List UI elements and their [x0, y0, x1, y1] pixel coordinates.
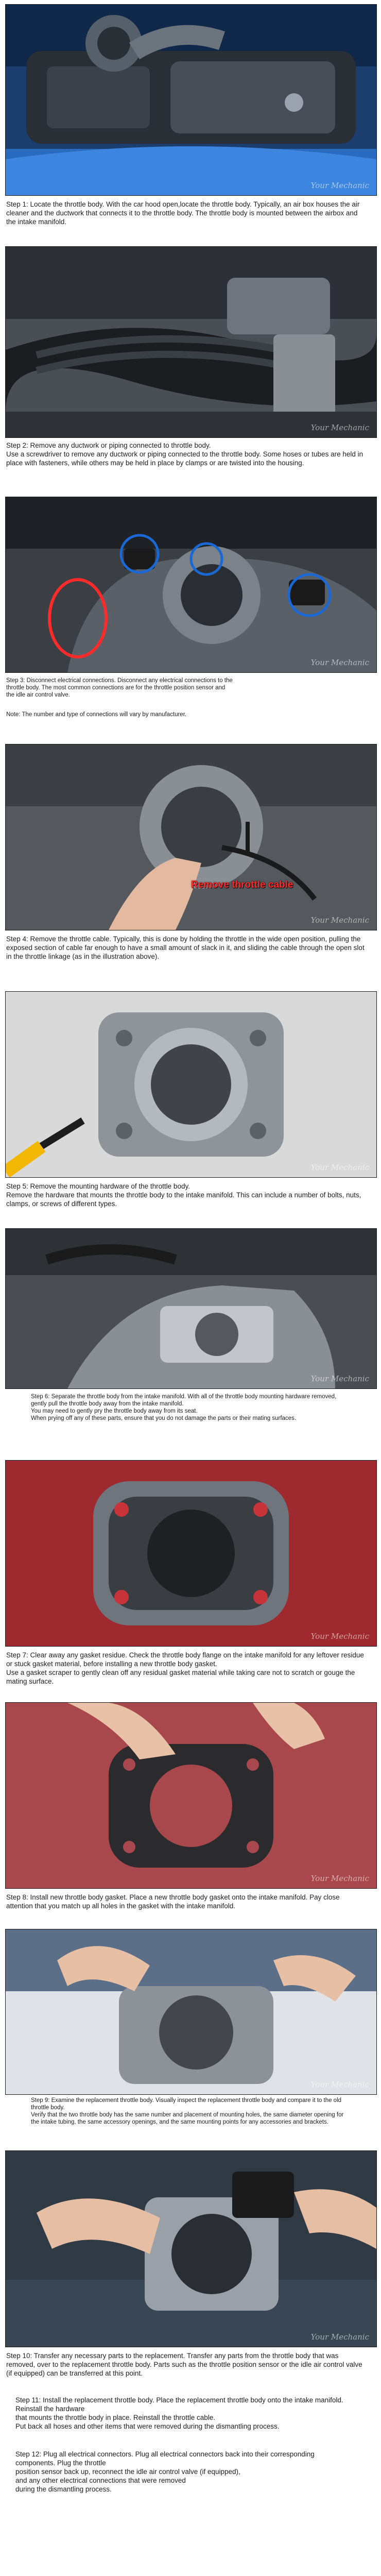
throttle-cable-illustration [6, 744, 376, 930]
transfer-parts-illustration [6, 2151, 376, 2347]
step-9-caption: Step 9: Examine the replacement throttle body. Visually inspect the replacement throttle body and compare it to the old throttle body. Verify that the two throttle body has the same number and placement of mounting holes, the same diameter opening for the intake tubing, the same accessory openings, and the same mounting points for any accessories and brackets. [31, 2097, 344, 2125]
step-7-photo [5, 1460, 377, 1647]
watermark: Your Mechanic [310, 2332, 369, 2342]
step-7-caption: Step 7: Clear away any gasket residue. Check the throttle body flange on the intake manifold for any leftover residue or stuck gasket material, before installing a new throttle body gasket. Use a gasket scraper to gently clean off any residual gasket material while taking care not to scratch or gouge the mating surface. [6, 1651, 364, 1685]
step-12-caption: Step 12: Plug all electrical connectors. Plug all electrical connectors back into their corresponding components. Plug the throttle position sensor back up, reconnect the idle air control valve (if equipped), and any other electrical connections that were removed during the dismantling process. [15, 2450, 315, 2493]
step-8-caption: Step 8: Install new throttle body gasket. Place a new throttle body gasket onto the intake manifold. Pay close attention that you match up all holes in the gasket with the intake manifold. [6, 1893, 342, 1910]
step-1 [0, 0, 381, 242]
watermark: Your Mechanic [310, 658, 369, 667]
step-4 [0, 742, 381, 989]
step-5-photo [5, 991, 377, 1178]
ductwork-illustration [6, 247, 376, 437]
step-8-photo [5, 1702, 377, 1889]
step-4-photo [5, 744, 377, 930]
step-10 [0, 2148, 381, 2391]
new-gasket-illustration [6, 1703, 376, 1888]
step-4-caption: Step 4: Remove the throttle cable. Typically, this is done by holding the throttle in the wide open position, pulling the exposed section of cable far enough to have a small amount of slack in it, and sliding the cable through the open slot in the throttle linkage (as in the illustration above). [6, 935, 367, 960]
step-11-caption: Step 11: Install the replacement throttle body. Place the replacement throttle body onto the intake manifold. Reinstall the hardware that mounts the throttle body in place. Reinstall the throttle cable. Put back all hoses and other items that were removed during the dismantling process. [15, 2396, 343, 2430]
engine-bay-illustration [6, 5, 376, 195]
step-3 [0, 495, 381, 742]
watermark: Your Mechanic [310, 1632, 369, 1641]
watermark: Your Mechanic [310, 181, 369, 190]
step-7 [0, 1458, 381, 1700]
step-8 [0, 1700, 381, 1927]
replacement-throttle-body-illustration [6, 1929, 376, 2094]
step-1-photo [5, 4, 377, 196]
step-5 [0, 989, 381, 1226]
step-3-note: Note: The number and type of connections will vary by manufacturer. [6, 711, 187, 718]
step-3-caption: Step 3: Disconnect electrical connections. Disconnect any electrical connections to the throttle body. The most common connections are for the throttle position sensor and the idle air control valve. [6, 677, 234, 698]
step-5-caption: Step 5: Remove the mounting hardware of the throttle body. Remove the hardware that mounts the throttle body to the intake manifold. This can include a number of bolts, nuts, clamps, or screws of different types. [6, 1182, 361, 1208]
watermark: Your Mechanic [310, 1163, 369, 1172]
step-10-photo [5, 2150, 377, 2347]
remove-throttle-cable-callout: Remove throttle cable [191, 879, 293, 890]
watermark: Your Mechanic [310, 916, 369, 925]
separate-throttle-body-illustration [6, 1229, 376, 1388]
watermark: Your Mechanic [310, 423, 369, 432]
step-2 [0, 242, 381, 495]
step-12 [0, 2445, 381, 2506]
step-6-photo [5, 1228, 377, 1389]
step-2-photo [5, 246, 377, 438]
watermark: Your Mechanic [310, 1874, 369, 1883]
step-3-photo [5, 497, 377, 673]
step-6-caption: Step 6: Separate the throttle body from the intake manifold. With all of the throttle body mounting hardware removed, gently pull the throttle body away from the intake manifold. You may need to gently pry the throttle body away from its seat. When prying off any of these parts, ensure that you do not damage the parts or their mating surfaces. [31, 1394, 337, 1421]
step-11 [0, 2391, 381, 2442]
watermark: Your Mechanic [310, 2080, 369, 2089]
step-9 [0, 1927, 381, 2148]
step-9-photo [5, 1929, 377, 2095]
mounting-hardware-illustration [6, 992, 376, 1177]
step-2-caption: Step 2: Remove any ductwork or piping connected to throttle body. Use a screwdriver to remove any ductwork or piping connected to the throttle body. Some hoses or tubes are held in place with fasteners, while others may be held in place by clamps or are twisted into the housing. [6, 442, 363, 467]
step-10-caption: Step 10: Transfer any necessary parts to the replacement. Transfer any parts from the throttle body that was removed, over to the replacement throttle body. Parts such as the throttle position sensor or the idle air control valve (if equipped) can be transferred at this point. [6, 2352, 365, 2377]
gasket-residue-illustration [6, 1461, 376, 1646]
watermark: Your Mechanic [310, 1374, 369, 1383]
step-1-caption: Step 1: Locate the throttle body. With the car hood open,locate the throttle body. Typically, an air box houses the air cleaner and the ductwork that connects it to the throttle body. The throttle body is mounted between the airbox and the intake manifold. [6, 200, 362, 226]
electrical-connections-illustration [6, 497, 376, 672]
step-6 [0, 1226, 381, 1458]
